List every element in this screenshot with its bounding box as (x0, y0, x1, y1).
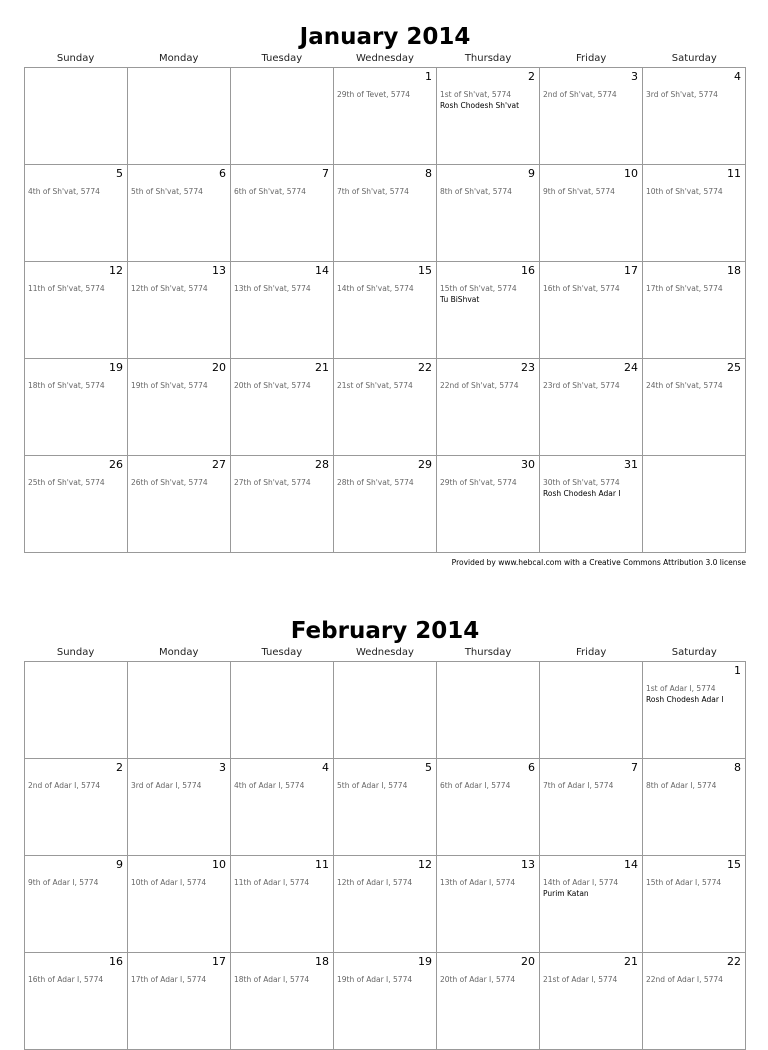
month-calendar-january (24, 24, 746, 567)
day-number: 21 (315, 361, 329, 374)
day-cell (25, 953, 128, 1050)
weekday-label: Thursday (464, 53, 512, 64)
day-cell (437, 953, 540, 1050)
hebrew-date: 21st of Sh'vat, 5774 (337, 381, 413, 390)
hebrew-date: 8th of Adar I, 5774 (646, 781, 717, 790)
hebrew-date: 3rd of Adar I, 5774 (131, 781, 202, 790)
day-number: 2 (528, 70, 535, 83)
hebrew-date: 27th of Sh'vat, 5774 (234, 478, 311, 487)
empty-day-cell (540, 662, 643, 759)
day-number: 6 (219, 167, 226, 180)
day-number: 29 (418, 458, 432, 471)
weekday-label: Friday (576, 53, 607, 64)
day-number: 11 (315, 858, 329, 871)
day-number: 23 (521, 361, 535, 374)
day-cell (128, 359, 231, 456)
hebrew-date: 14th of Sh'vat, 5774 (337, 284, 414, 293)
day-number: 1 (425, 70, 432, 83)
day-cell (437, 759, 540, 856)
attribution-footer: Provided by www.hebcal.com with a Creative Commons Attribution 3.0 license (451, 558, 746, 567)
day-number: 13 (212, 264, 226, 277)
holiday-label: Purim Katan (543, 889, 589, 898)
day-number: 11 (727, 167, 741, 180)
weekday-label: Monday (158, 53, 199, 64)
hebrew-date: 16th of Sh'vat, 5774 (543, 284, 620, 293)
day-number: 20 (521, 955, 535, 968)
month-calendar-february (24, 618, 746, 1050)
empty-day-cell (128, 662, 231, 759)
day-number: 10 (212, 858, 226, 871)
weekday-label: Thursday (464, 647, 512, 658)
day-cell (540, 456, 643, 553)
hebrew-date: 18th of Adar I, 5774 (234, 975, 310, 984)
day-number: 22 (418, 361, 432, 374)
hebrew-date: 24th of Sh'vat, 5774 (646, 381, 723, 390)
empty-day-cell (231, 662, 334, 759)
day-number: 4 (734, 70, 741, 83)
day-cell (540, 68, 643, 165)
day-grid (24, 661, 746, 1050)
hebrew-date: 21st of Adar I, 5774 (543, 975, 618, 984)
hebrew-date: 17th of Sh'vat, 5774 (646, 284, 723, 293)
hebrew-date: 26th of Sh'vat, 5774 (131, 478, 208, 487)
empty-day-cell (25, 68, 128, 165)
hebrew-date: 6th of Sh'vat, 5774 (234, 187, 306, 196)
day-cell (128, 759, 231, 856)
hebrew-date: 12th of Sh'vat, 5774 (131, 284, 208, 293)
day-cell (334, 262, 437, 359)
day-number: 17 (624, 264, 638, 277)
hebrew-date: 1st of Adar I, 5774 (646, 684, 716, 693)
hebrew-date: 11th of Adar I, 5774 (234, 878, 310, 887)
day-cell (437, 856, 540, 953)
day-number: 8 (734, 761, 741, 774)
day-cell (334, 165, 437, 262)
hebrew-date: 10th of Adar I, 5774 (131, 878, 207, 887)
hebrew-date: 9th of Adar I, 5774 (28, 878, 99, 887)
weekday-label: Saturday (671, 647, 717, 658)
day-number: 8 (425, 167, 432, 180)
day-number: 7 (631, 761, 638, 774)
day-number: 5 (116, 167, 123, 180)
day-number: 10 (624, 167, 638, 180)
hebrew-date: 30th of Sh'vat, 5774 (543, 478, 620, 487)
day-cell (231, 759, 334, 856)
day-cell (334, 759, 437, 856)
day-cell (643, 662, 746, 759)
day-cell (540, 953, 643, 1050)
day-cell (540, 856, 643, 953)
empty-day-cell (437, 662, 540, 759)
day-cell (231, 165, 334, 262)
day-number: 25 (727, 361, 741, 374)
weekday-label: Saturday (671, 53, 717, 64)
day-number: 15 (418, 264, 432, 277)
hebrew-date: 14th of Adar I, 5774 (543, 878, 619, 887)
hebrew-date: 28th of Sh'vat, 5774 (337, 478, 414, 487)
day-number: 14 (315, 264, 329, 277)
hebrew-date: 13th of Adar I, 5774 (440, 878, 516, 887)
day-number: 16 (109, 955, 123, 968)
day-cell (643, 68, 746, 165)
weekday-label: Tuesday (261, 647, 303, 658)
weekday-label: Monday (158, 647, 199, 658)
day-number: 17 (212, 955, 226, 968)
day-number: 9 (528, 167, 535, 180)
holiday-label: Tu BiShvat (440, 295, 480, 304)
day-number: 2 (116, 761, 123, 774)
day-number: 14 (624, 858, 638, 871)
day-cell (643, 262, 746, 359)
hebrew-date: 17th of Adar I, 5774 (131, 975, 207, 984)
day-number: 26 (109, 458, 123, 471)
hebrew-date: 22nd of Adar I, 5774 (646, 975, 723, 984)
hebrew-date: 20th of Sh'vat, 5774 (234, 381, 311, 390)
hebrew-date: 5th of Adar I, 5774 (337, 781, 408, 790)
hebrew-date: 29th of Sh'vat, 5774 (440, 478, 517, 487)
day-number: 3 (219, 761, 226, 774)
day-number: 3 (631, 70, 638, 83)
empty-day-cell (643, 456, 746, 553)
day-cell (643, 165, 746, 262)
weekday-label: Friday (576, 647, 607, 658)
day-cell (128, 165, 231, 262)
hebrew-date: 11th of Sh'vat, 5774 (28, 284, 105, 293)
hebrew-date: 3rd of Sh'vat, 5774 (646, 90, 718, 99)
day-cell (643, 359, 746, 456)
day-cell (437, 456, 540, 553)
hebrew-date: 8th of Sh'vat, 5774 (440, 187, 512, 196)
weekday-header-row (24, 644, 746, 661)
holiday-label: Rosh Chodesh Adar I (543, 489, 621, 498)
day-cell (540, 759, 643, 856)
day-cell (540, 165, 643, 262)
month-title: January 2014 (299, 24, 471, 50)
hebrew-date: 22nd of Sh'vat, 5774 (440, 381, 519, 390)
day-number: 21 (624, 955, 638, 968)
empty-day-cell (128, 68, 231, 165)
day-cell (437, 165, 540, 262)
day-cell (128, 262, 231, 359)
day-number: 30 (521, 458, 535, 471)
day-cell (128, 456, 231, 553)
day-number: 19 (109, 361, 123, 374)
day-cell (128, 953, 231, 1050)
day-number: 31 (624, 458, 638, 471)
day-cell (25, 359, 128, 456)
hebrew-date: 19th of Adar I, 5774 (337, 975, 413, 984)
hebrew-date: 15th of Adar I, 5774 (646, 878, 722, 887)
day-number: 18 (727, 264, 741, 277)
day-cell (643, 953, 746, 1050)
weekday-label: Wednesday (355, 53, 414, 64)
day-cell (334, 953, 437, 1050)
hebrew-date: 16th of Adar I, 5774 (28, 975, 104, 984)
hebrew-date: 18th of Sh'vat, 5774 (28, 381, 105, 390)
hebrew-date: 9th of Sh'vat, 5774 (543, 187, 615, 196)
weekday-header-row (24, 50, 746, 67)
day-number: 12 (109, 264, 123, 277)
day-number: 22 (727, 955, 741, 968)
day-number: 6 (528, 761, 535, 774)
day-number: 24 (624, 361, 638, 374)
hebrew-date: 12th of Adar I, 5774 (337, 878, 413, 887)
day-number: 4 (322, 761, 329, 774)
hebrew-date: 1st of Sh'vat, 5774 (440, 90, 512, 99)
day-cell (334, 456, 437, 553)
day-cell (437, 359, 540, 456)
day-number: 5 (425, 761, 432, 774)
day-cell (25, 759, 128, 856)
hebrew-date: 23rd of Sh'vat, 5774 (543, 381, 620, 390)
day-cell (643, 759, 746, 856)
day-number: 16 (521, 264, 535, 277)
day-cell (437, 262, 540, 359)
day-number: 1 (734, 664, 741, 677)
day-cell (231, 856, 334, 953)
hebrew-date: 4th of Sh'vat, 5774 (28, 187, 100, 196)
day-cell (25, 856, 128, 953)
day-number: 7 (322, 167, 329, 180)
hebrew-date: 2nd of Adar I, 5774 (28, 781, 101, 790)
hebrew-date: 13th of Sh'vat, 5774 (234, 284, 311, 293)
hebrew-date: 20th of Adar I, 5774 (440, 975, 516, 984)
month-title: February 2014 (290, 618, 480, 644)
day-number: 20 (212, 361, 226, 374)
holiday-label: Rosh Chodesh Adar I (646, 695, 724, 704)
day-number: 9 (116, 858, 123, 871)
empty-day-cell (231, 68, 334, 165)
day-cell (128, 856, 231, 953)
day-number: 19 (418, 955, 432, 968)
day-cell (231, 953, 334, 1050)
day-cell (25, 456, 128, 553)
hebrew-date: 10th of Sh'vat, 5774 (646, 187, 723, 196)
day-cell (334, 68, 437, 165)
day-number: 18 (315, 955, 329, 968)
day-cell (25, 262, 128, 359)
empty-day-cell (334, 662, 437, 759)
hebrew-date: 2nd of Sh'vat, 5774 (543, 90, 617, 99)
hebrew-date: 15th of Sh'vat, 5774 (440, 284, 517, 293)
day-cell (334, 359, 437, 456)
day-number: 28 (315, 458, 329, 471)
weekday-label: Tuesday (261, 53, 303, 64)
day-number: 13 (521, 858, 535, 871)
day-cell (540, 359, 643, 456)
day-number: 12 (418, 858, 432, 871)
hebrew-date: 4th of Adar I, 5774 (234, 781, 305, 790)
day-cell (25, 165, 128, 262)
day-number: 27 (212, 458, 226, 471)
hebrew-date: 5th of Sh'vat, 5774 (131, 187, 203, 196)
day-number: 15 (727, 858, 741, 871)
weekday-label: Wednesday (355, 647, 414, 658)
empty-day-cell (25, 662, 128, 759)
day-cell (334, 856, 437, 953)
day-cell (231, 359, 334, 456)
hebrew-date: 6th of Adar I, 5774 (440, 781, 511, 790)
weekday-label: Sunday (56, 647, 95, 658)
hebrew-date: 19th of Sh'vat, 5774 (131, 381, 208, 390)
day-cell (643, 856, 746, 953)
day-cell (231, 262, 334, 359)
hebrew-date: 25th of Sh'vat, 5774 (28, 478, 105, 487)
day-cell (231, 456, 334, 553)
day-cell (437, 68, 540, 165)
day-cell (540, 262, 643, 359)
day-grid (24, 67, 746, 553)
weekday-label: Sunday (56, 53, 95, 64)
holiday-label: Rosh Chodesh Sh'vat (440, 101, 520, 110)
hebrew-date: 7th of Adar I, 5774 (543, 781, 614, 790)
hebrew-date: 29th of Tevet, 5774 (337, 90, 411, 99)
hebrew-date: 7th of Sh'vat, 5774 (337, 187, 409, 196)
